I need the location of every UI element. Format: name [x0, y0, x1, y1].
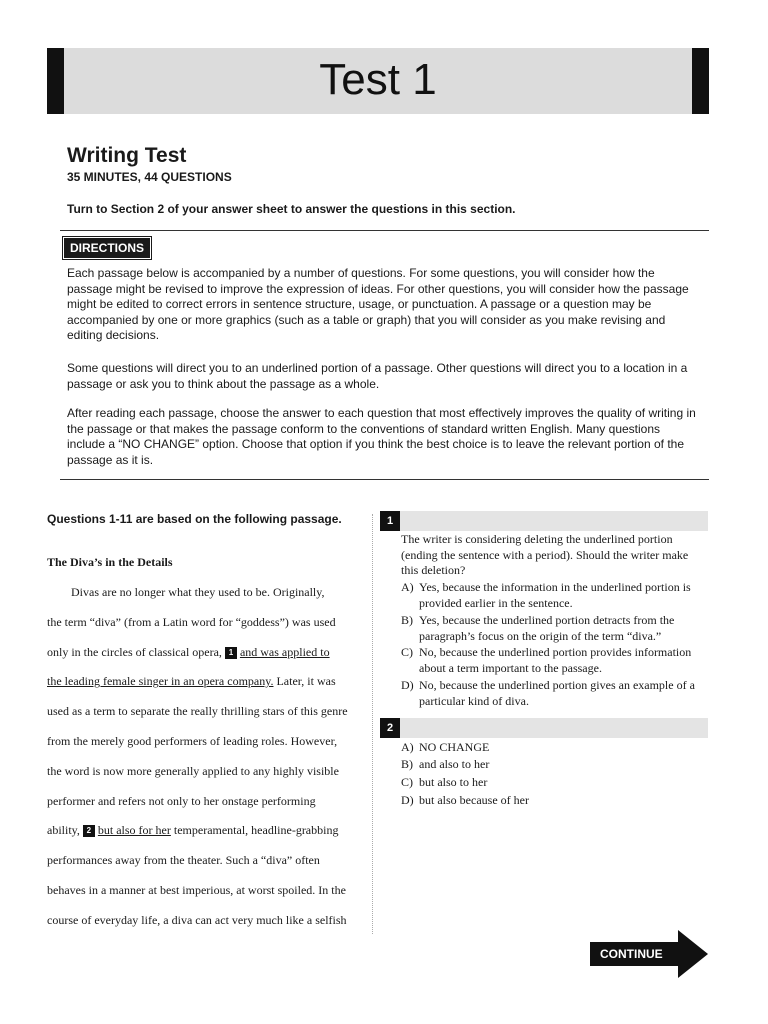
passage-line: performer and refers not only to her onstage performing	[47, 793, 316, 808]
passage-line: from the merely good performers of leading roles. However,	[47, 733, 338, 748]
question-1-number: 1	[380, 511, 400, 531]
question-2-header	[380, 718, 708, 738]
section-instruction: Turn to Section 2 of your answer sheet to answer the questions in this section.	[67, 202, 516, 216]
directions-label: DIRECTIONS	[64, 238, 150, 258]
question-1-option-a[interactable]: A) Yes, because the information in the underlined portion is provided earlier in the sentence.	[401, 580, 691, 610]
passage-line: behaves in a manner at best imperious, at worst spoiled. In the	[47, 882, 346, 897]
divider-top	[60, 230, 709, 231]
question-2-option-c[interactable]: C) but also to her	[401, 775, 488, 789]
question-1-header	[380, 511, 708, 531]
divider-bottom	[60, 479, 709, 480]
question-2-option-a[interactable]: A) NO CHANGE	[401, 740, 490, 754]
column-divider	[372, 514, 373, 934]
section-subtitle: 35 MINUTES, 44 QUESTIONS	[67, 170, 232, 184]
question-marker-1[interactable]: 1	[225, 647, 237, 659]
passage-line: ability, 2 but also for her temperamental, headline-grabbing	[47, 823, 339, 838]
underlined-portion-1-cont[interactable]: the leading female singer in an opera company.	[47, 674, 274, 689]
question-2-number: 2	[380, 718, 400, 738]
passage-line: the word is now more generally applied to any highly visible	[47, 763, 339, 778]
section-title: Writing Test	[67, 144, 187, 167]
directions-paragraph-3: After reading each passage, choose the answer to each question that most effectively improves the quality of writing in the passage or that makes the passage conform to the conventions of standard written English. Many questions include a “NO CHANGE” option. Choose that option if you think the best choice is to leave the relevant portion of the passage as it is.	[67, 406, 696, 467]
passage-line: the leading female singer in an opera company. Later, it was	[47, 674, 336, 689]
directions-paragraph-1: Each passage below is accompanied by a number of questions. For some questions, you will consider how the passage might be revised to improve the expression of ideas. For other questions, you will consider how the passage might be edited to correct errors in sentence structure, usage, or punctuation. A passage or a question may be accompanied by one or more graphics (such as a table or graph) that you will consider as you make revising and editing decisions.	[67, 266, 689, 342]
question-1-text: The writer is considering deleting the underlined portion (ending the sentence with a period). Should the writer make this deletion?	[401, 532, 689, 577]
question-1-option-c[interactable]: C) No, because the underlined portion provides information about a term important to the passage.	[401, 645, 692, 675]
passage-title: The Diva’s in the Details	[47, 555, 173, 569]
underlined-portion-2[interactable]: but also for her	[97, 823, 171, 838]
test-title: Test 1	[319, 55, 437, 104]
passage-line: only in the circles of classical opera, 1 and was applied to	[47, 644, 330, 659]
question-2-option-d[interactable]: D) but also because of her	[401, 793, 529, 807]
passage-line: Divas are no longer what they used to be. Originally,	[71, 585, 325, 599]
question-1-option-b[interactable]: B) Yes, because the underlined portion detracts from the paragraph’s focus on the origin of the term “diva.”	[401, 613, 675, 643]
banner-right-bar	[692, 48, 709, 114]
passage-line: the term “diva” (from a Latin word for “goddess”) was used	[47, 614, 336, 629]
passage-line: course of everyday life, a diva can act very much like a selfish	[47, 912, 347, 927]
passage-text	[47, 578, 365, 936]
question-1-option-d[interactable]: D) No, because the underlined portion gives an example of a particular kind of diva.	[401, 678, 695, 708]
test-title-banner	[47, 48, 709, 114]
passage-heading: Questions 1-11 are based on the following passage.	[47, 512, 342, 526]
passage-line: used as a term to separate the really thrilling stars of this genre	[47, 704, 348, 719]
arrow-right-icon	[678, 930, 708, 978]
passage-line: performances away from the theater. Such a “diva” often	[47, 853, 320, 868]
question-2-option-b[interactable]: B) and also to her	[401, 757, 490, 771]
continue-button[interactable]	[590, 930, 708, 978]
underlined-portion-1[interactable]: and was applied to	[239, 644, 330, 659]
continue-label: CONTINUE	[600, 947, 663, 961]
directions-paragraph-2: Some questions will direct you to an underlined portion of a passage. Other questions will direct you to a location in a passage or ask you to think about the passage as a whole.	[67, 361, 688, 391]
question-marker-2[interactable]: 2	[83, 825, 95, 837]
